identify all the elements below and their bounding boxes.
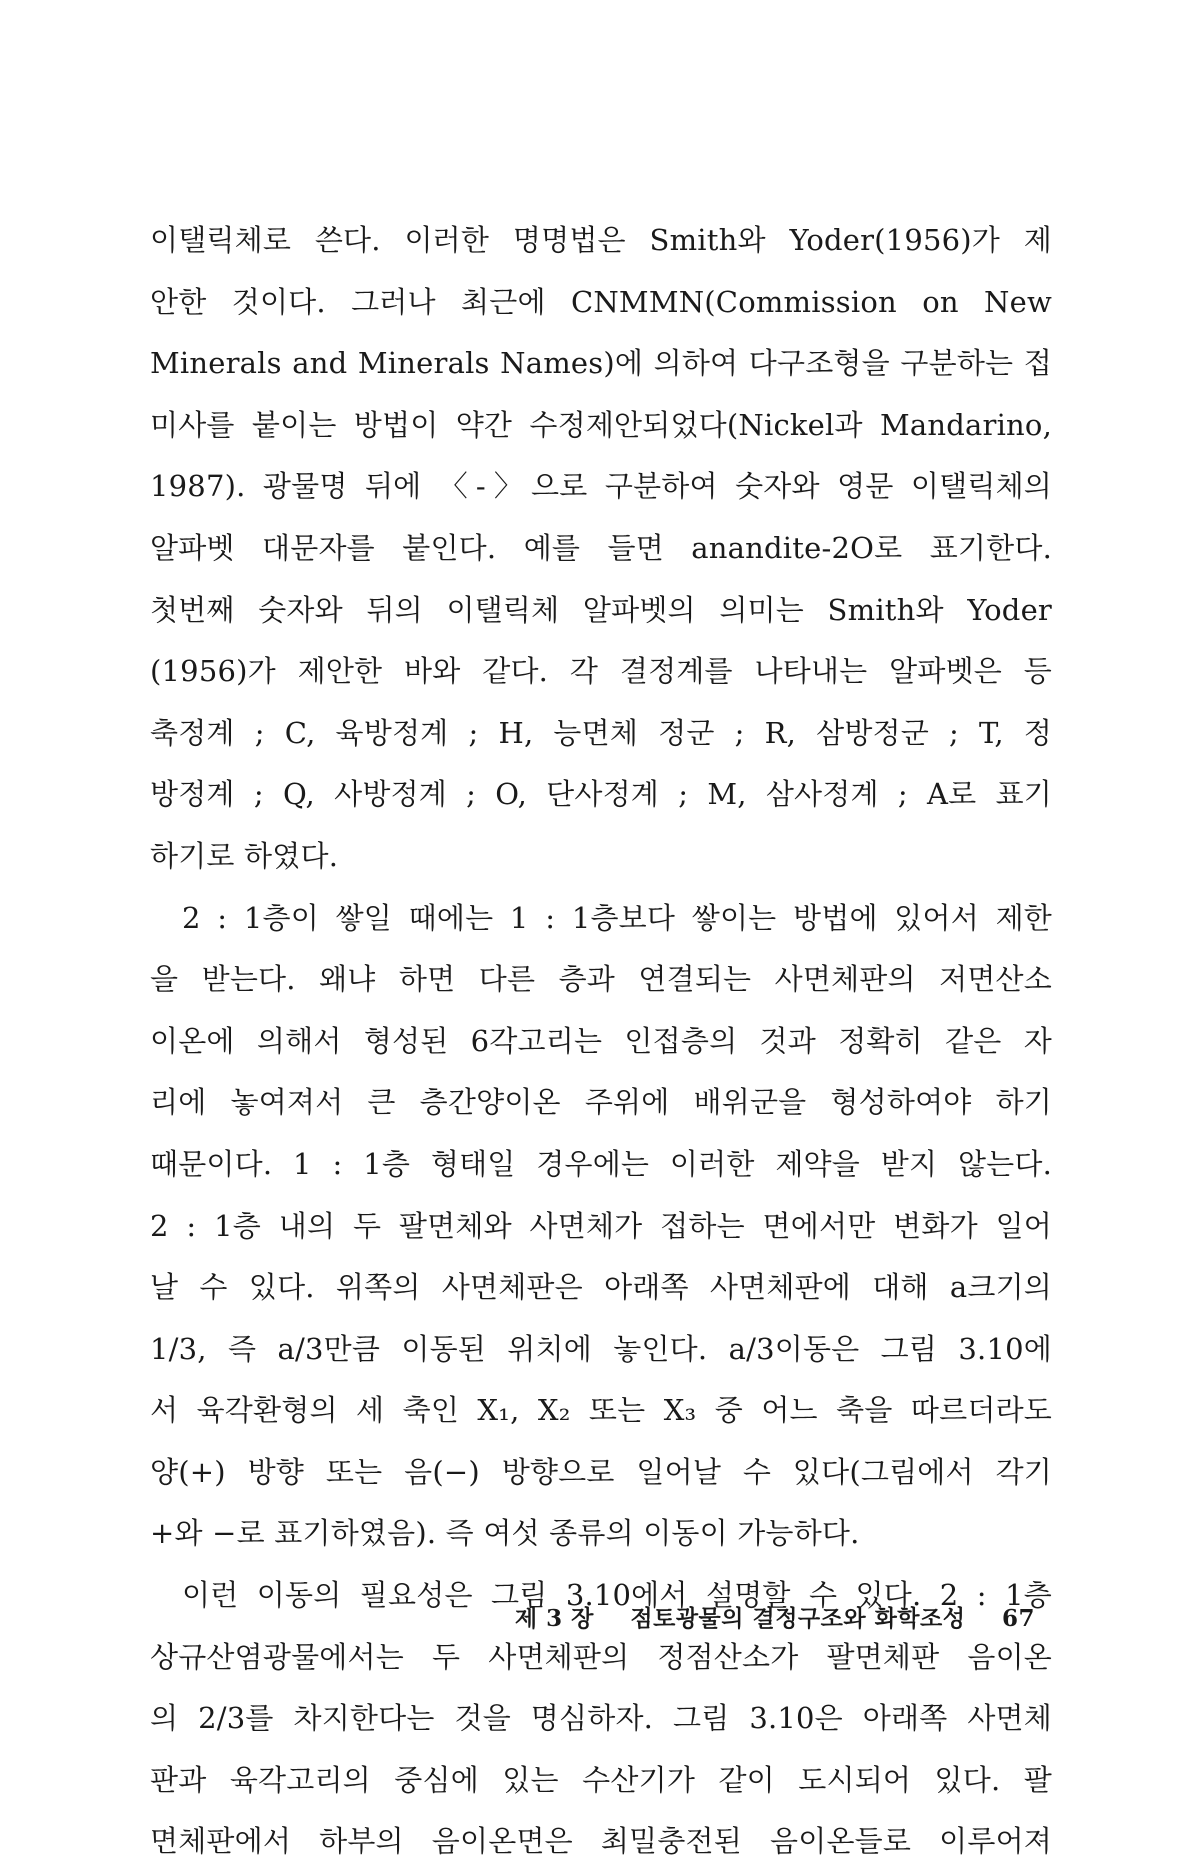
text-line: (1956)가 제안한 바와 같다. 각 결정계를 나타내는 알파벳은 등 <box>150 654 1052 689</box>
text-line: 날 수 있다. 위쪽의 사면체판은 아래쪽 사면체판에 대해 a크기의 <box>150 1270 1052 1305</box>
chapter-title: 점토광물의 결정구조와 화학조성 <box>630 1605 966 1632</box>
text-line: 의 2/3를 차지한다는 것을 명심하자. 그림 3.10은 아래쪽 사면체 <box>150 1701 1052 1736</box>
text-line: 판과 육각고리의 중심에 있는 수산기가 같이 도시되어 있다. 팔 <box>150 1762 1052 1797</box>
page-footer <box>515 1600 1035 1633</box>
paragraph-1 <box>150 210 1052 888</box>
text-line: 1/3, 즉 a/3만큼 이동된 위치에 놓인다. a/3이동은 그림 3.10에 <box>150 1331 1052 1366</box>
text-line: 2 : 1층 내의 두 팔면체와 사면체가 접하는 면에서만 변화가 일어 <box>150 1208 1052 1243</box>
text-line: 때문이다. 1 : 1층 형태일 경우에는 이러한 제약을 받지 않는다. <box>150 1146 1052 1181</box>
paragraph-2 <box>150 888 1052 1566</box>
text-line: Minerals and Minerals Names)에 의하여 다구조형을 구분하는 접 <box>150 346 1052 381</box>
text-line: 미사를 붙이는 방법이 약간 수정제안되었다(Nickel과 Mandarino, <box>150 407 1052 442</box>
page-number: 67 <box>1001 1605 1035 1632</box>
text-line: 리에 놓여져서 큰 층간양이온 주위에 배위군을 형성하여야 하기 <box>150 1085 1052 1120</box>
text-line: 양(+) 방향 또는 음(−) 방향으로 일어날 수 있다(그림에서 각기 <box>150 1454 1052 1489</box>
text-line: 방정계 ; Q, 사방정계 ; O, 단사정계 ; M, 삼사정계 ; A로 표기 <box>150 777 1052 812</box>
text-line: 서 육각환형의 세 축인 X₁, X₂ 또는 X₃ 중 어느 축을 따르더라도 <box>150 1393 1052 1428</box>
text-line: 이탤릭체로 쓴다. 이러한 명명법은 Smith와 Yoder(1956)가 제 <box>150 223 1052 257</box>
text-line: 상규산염광물에서는 두 사면체판의 정점산소가 팔면체판 음이온 <box>150 1639 1052 1674</box>
text-line: 2 : 1층이 쌓일 때에는 1 : 1층보다 쌓이는 방법에 있어서 제한 <box>182 900 1052 935</box>
chapter-label: 제 3 장 <box>514 1605 594 1632</box>
text-line: 을 받는다. 왜냐 하면 다른 층과 연결되는 사면체판의 저면산소 <box>150 962 1052 997</box>
text-line: 이온에 의해서 형성된 6각고리는 인접층의 것과 정확히 같은 자 <box>150 1023 1052 1058</box>
text-line: +와 −로 표기하였음). 즉 여섯 종류의 이동이 가능하다. <box>150 1516 860 1551</box>
text-line: 하기로 하였다. <box>150 838 339 873</box>
text-line: 알파벳 대문자를 붙인다. 예를 들면 anandite-2O로 표기한다. <box>150 530 1052 565</box>
text-line: 축정계 ; C, 육방정계 ; H, 능면체 정군 ; R, 삼방정군 ; T, 정 <box>150 715 1052 750</box>
text-line: 이런 이동의 필요성은 그림 3.10에서 설명할 수 있다. 2 : 1층 <box>182 1578 1052 1613</box>
text-line: 1987). 광물명 뒤에 〈-〉으로 구분하여 숫자와 영문 이탤릭체의 <box>150 469 1052 504</box>
text-line: 면체판에서 하부의 음이온면은 최밀충전된 음이온들로 이루어져 <box>150 1824 1052 1859</box>
text-line: 안한 것이다. 그러나 최근에 CNMMN(Commission on New <box>150 284 1052 319</box>
text-line: 첫번째 숫자와 뒤의 이탤릭체 알파벳의 의미는 Smith와 Yoder <box>150 592 1052 627</box>
